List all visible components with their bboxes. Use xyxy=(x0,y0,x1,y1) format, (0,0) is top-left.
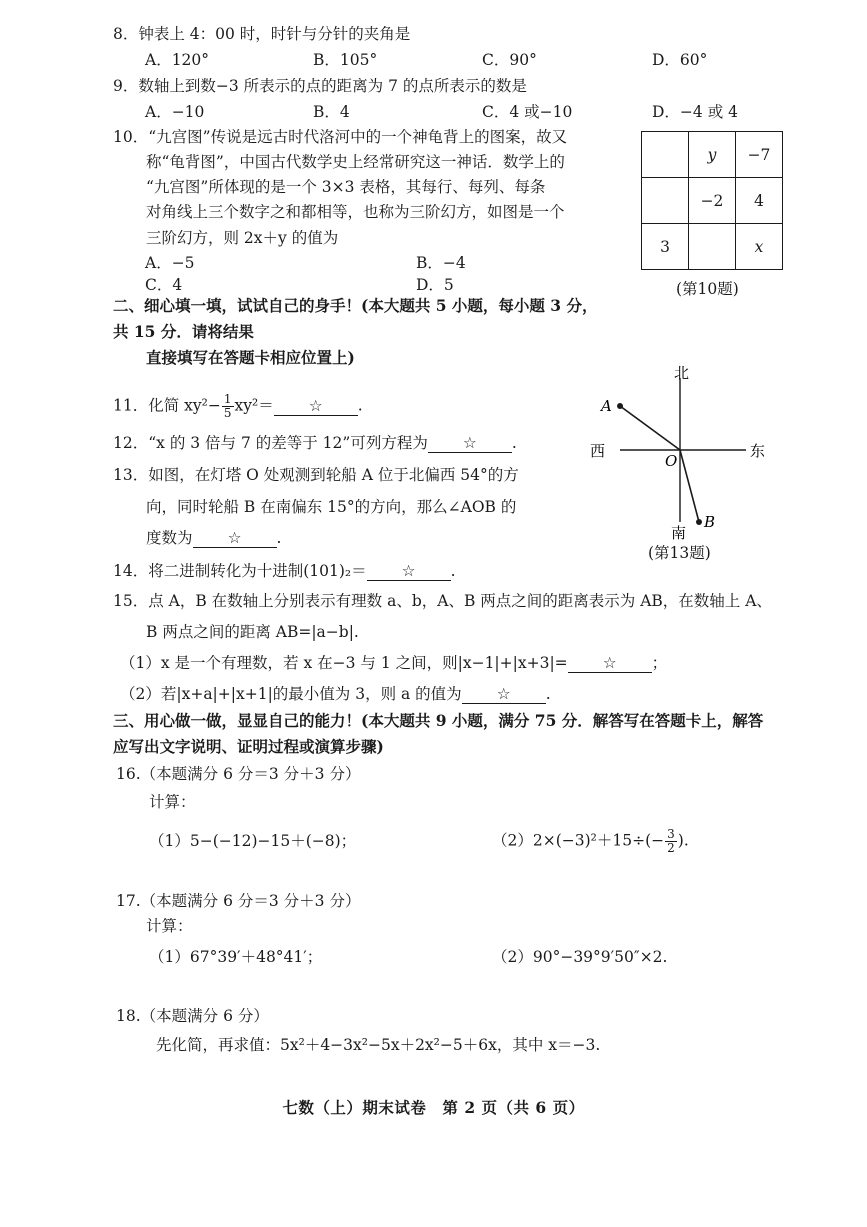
label-west: 西 xyxy=(590,442,606,460)
q10-line-3: “九宫图”所体现的是一个 3×3 表格，其每行、每列、每条 xyxy=(146,178,546,196)
q13-caption: (第13题) xyxy=(648,544,711,562)
label-o: O xyxy=(665,452,678,470)
q16-title: 16.（本题满分 6 分＝3 分＋3 分） xyxy=(116,765,361,783)
q10-line-1: 10．“九宫图”传说是远古时代洛河中的一个神龟背上的图案，故又 xyxy=(113,128,568,146)
grid-cell xyxy=(642,178,689,224)
q15-line-2: B 两点之间的距离 AB=|a−b|. xyxy=(146,623,359,641)
q11-end: . xyxy=(357,396,363,415)
q9-option-c: C．4 或−10 xyxy=(482,103,573,121)
q15-sub1-end: ； xyxy=(651,654,668,672)
label-south: 南 xyxy=(671,524,687,542)
q13-line-3-prefix: 度数为 xyxy=(146,529,193,547)
grid-cell: −7 xyxy=(736,132,783,178)
section2-heading-line-1: 二、细心填一填，试试自己的身手！(本大题共 5 小题，每小题 3 分， xyxy=(113,296,598,315)
q8-option-b: B．105° xyxy=(313,51,378,69)
q13-line-1: 13．如图，在灯塔 O 处观测到轮船 A 位于北偏西 54°的方 xyxy=(113,466,519,484)
q13-answer-blank: ☆ xyxy=(193,529,277,548)
q8-option-d: D．60° xyxy=(652,51,708,69)
q17-instruction: 计算： xyxy=(146,917,193,935)
q10-option-d: D．5 xyxy=(416,276,454,294)
q15-sub2-answer-blank: ☆ xyxy=(462,685,546,704)
label-east: 东 xyxy=(750,442,766,460)
section2-heading-line-2: 共 15 分．请将结果 xyxy=(113,322,254,341)
q14 xyxy=(113,561,456,581)
section3-heading-line-2: 应写出文字说明、证明过程或演算步骤) xyxy=(113,737,384,756)
q17-part-2: （2）90°−39°9′50″×2. xyxy=(492,948,668,966)
q10-line-5: 三阶幻方，则 2x＋y 的值为 xyxy=(146,229,339,247)
grid-cell xyxy=(689,224,736,270)
q11-prefix: 11．化简 xy²− xyxy=(113,396,221,415)
q14-end: . xyxy=(450,562,456,580)
q10-option-b: B．−4 xyxy=(416,254,466,272)
q13-line-3 xyxy=(146,528,281,548)
q10-line-4: 对角线上三个数字之和都相等，也称为三阶幻方，如图是一个 xyxy=(146,203,565,221)
q16-part2-suffix: ). xyxy=(677,831,689,850)
q15-sub-2 xyxy=(120,684,551,704)
q15-line-1: 15．点 A，B 在数轴上分别表示有理数 a、b，A、B 两点之间的距离表示为 AB，在数轴上 A、 xyxy=(113,592,772,610)
q8-stem: 8．钟表上 4：00 时，时针与分针的夹角是 xyxy=(113,25,411,43)
ray-ob xyxy=(680,450,699,522)
q11-fraction xyxy=(222,393,234,420)
q10-line-2: 称“龟背图”，中国古代数学史上经常研究这一神话．数学上的 xyxy=(146,153,565,171)
q9-option-a: A．−10 xyxy=(145,103,205,121)
q15-sub2-end: . xyxy=(545,685,551,703)
q13-line-2: 向，同时轮船 B 在南偏东 15°的方向，那么∠AOB 的 xyxy=(146,498,517,516)
grid-cell: 4 xyxy=(736,178,783,224)
q16-frac-num: 3 xyxy=(667,827,675,841)
label-b: B xyxy=(704,513,716,531)
q9-option-b: B．4 xyxy=(313,103,350,121)
point-a xyxy=(617,403,623,409)
q11-answer-blank: ☆ xyxy=(274,397,358,416)
q11 xyxy=(113,393,363,420)
q15-sub2-prefix: （2）若|x+a|+|x+1|的最小值为 3，则 a 的值为 xyxy=(120,685,462,703)
grid-cell: y xyxy=(689,132,736,178)
q12-prefix: 12．“x 的 3 倍与 7 的差等于 12”可列方程为 xyxy=(113,434,428,452)
label-a: A xyxy=(601,397,612,415)
q16-fraction xyxy=(665,828,677,855)
ray-oa xyxy=(620,406,680,450)
q11-frac-num: 1 xyxy=(223,392,232,406)
q12-end: . xyxy=(511,434,517,452)
q14-answer-blank: ☆ xyxy=(367,562,451,581)
section2-heading-line-3: 直接填写在答题卡相应位置上) xyxy=(146,348,355,367)
q10-option-c: C．4 xyxy=(145,276,183,294)
q11-frac-den: 5 xyxy=(223,406,232,420)
q9-option-d: D．−4 或 4 xyxy=(652,103,738,121)
point-b xyxy=(696,519,702,525)
q14-prefix: 14．将二进制转化为十进制(101)₂＝ xyxy=(113,562,367,580)
q12-answer-blank: ☆ xyxy=(428,434,512,453)
section3-heading-line-1: 三、用心做一做，显显自己的能力！(本大题共 9 小题，满分 75 分．解答写在答题卡上，解答 xyxy=(113,711,764,730)
grid-cell: 3 xyxy=(642,224,689,270)
q16-frac-den: 2 xyxy=(667,841,675,855)
q12 xyxy=(113,433,517,453)
q16-part2-prefix: （2）2×(−3)²＋15÷(− xyxy=(492,831,665,850)
q15-sub-1 xyxy=(120,653,667,673)
grid-cell: x xyxy=(736,224,783,270)
q18-body: 先化简，再求值：5x²＋4−3x²−5x＋2x²−5＋6x，其中 x＝−3. xyxy=(156,1036,601,1054)
q17-part-1: （1）67°39′＋48°41′； xyxy=(149,948,323,966)
q15-sub1-prefix: （1）x 是一个有理数，若 x 在−3 与 1 之间，则|x−1|+|x+3|= xyxy=(120,654,568,672)
q16-instruction: 计算： xyxy=(149,793,196,811)
grid-cell xyxy=(642,132,689,178)
q16-part-2 xyxy=(492,828,689,855)
q9-stem: 9．数轴上到数−3 所表示的点的距离为 7 的点所表示的数是 xyxy=(113,77,527,95)
magic-square-grid xyxy=(641,131,783,270)
page-footer: 七数（上）期末试卷 第 2 页（共 6 页） xyxy=(282,1098,585,1117)
q13-end: . xyxy=(276,529,282,547)
q10-caption: (第10题) xyxy=(676,280,739,298)
q10-option-a: A．−5 xyxy=(145,254,195,272)
q17-title: 17.（本题满分 6 分＝3 分＋3 分） xyxy=(116,892,361,910)
q11-suffix: xy²＝ xyxy=(234,396,274,415)
compass-diagram xyxy=(580,360,780,570)
q8-option-c: C．90° xyxy=(482,51,537,69)
q16-part-1: （1）5−(−12)−15＋(−8)； xyxy=(149,832,357,850)
label-north: 北 xyxy=(674,364,690,382)
q8-option-a: A．120° xyxy=(145,51,210,69)
grid-cell: −2 xyxy=(689,178,736,224)
q15-sub1-answer-blank: ☆ xyxy=(568,654,652,673)
q18-title: 18.（本题满分 6 分） xyxy=(116,1007,269,1025)
